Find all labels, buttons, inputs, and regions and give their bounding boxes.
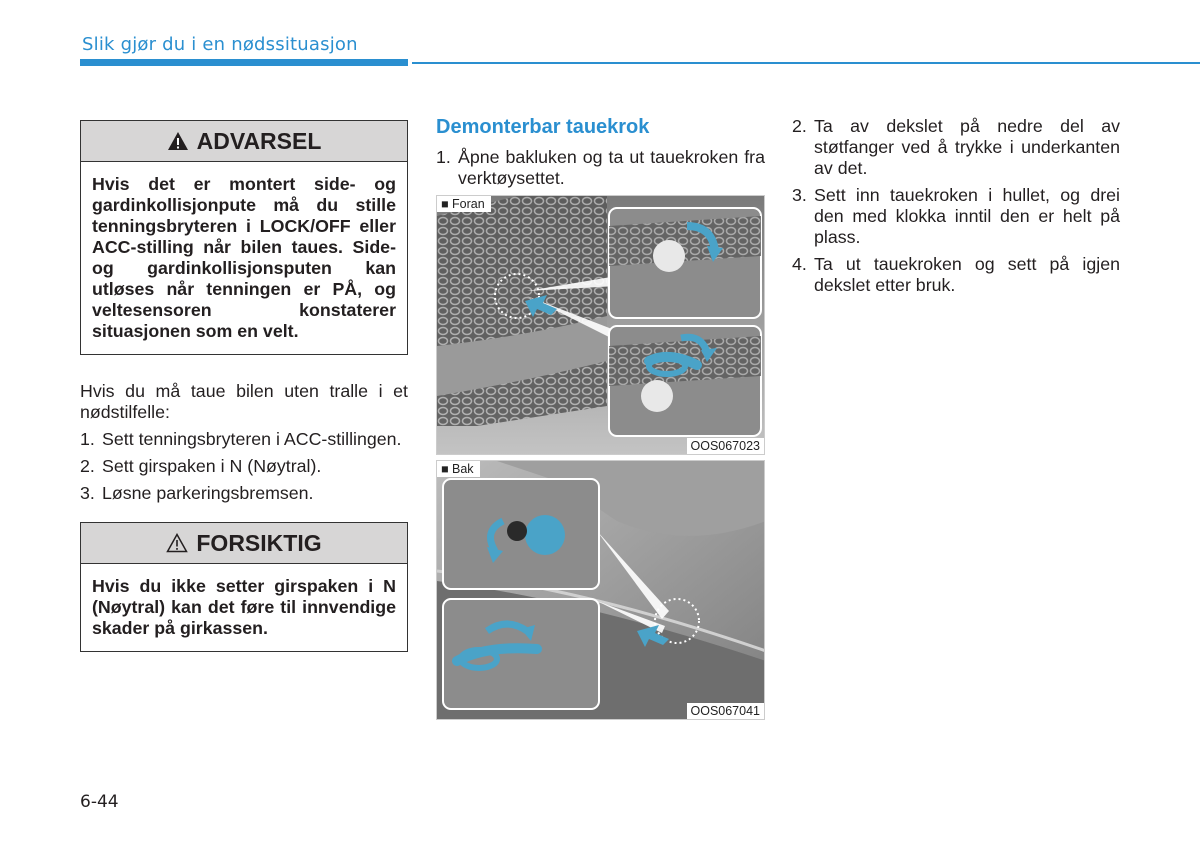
list-item: 4. Ta ut tauekroken og sett på igjen dekslet etter bruk. <box>792 254 1120 295</box>
warning-triangle-icon <box>167 131 189 151</box>
rear-bumper-illustration <box>437 461 765 720</box>
warning-box <box>80 120 408 355</box>
towing-steps <box>80 429 408 504</box>
warning-header <box>81 121 407 162</box>
caution-header <box>81 523 407 564</box>
list-item: 2. Ta av dekslet på nedre del av støtfanger ved å trykke i underkanten av det. <box>792 116 1120 178</box>
right-column <box>792 116 1120 302</box>
figure-label: ■ Bak <box>437 461 480 477</box>
list-item: 1. Åpne bakluken og ta ut tauekroken fra verktøysettet. <box>436 147 765 188</box>
section-title: Slik gjør du i en nødssituasjon <box>82 34 358 55</box>
subsection-title: Demonterbar tauekrok <box>436 116 650 138</box>
figure-label: ■ Foran <box>437 196 491 212</box>
header-bar-thin <box>412 62 1200 64</box>
figure-rear <box>436 460 765 720</box>
caution-title: FORSIKTIG <box>196 529 322 556</box>
list-item: 1. Sett tenningsbryteren i ACC-stillingen. <box>80 429 402 449</box>
figure-front <box>436 195 765 455</box>
page-number: 6-44 <box>80 792 119 812</box>
header-bar-thick <box>80 59 408 66</box>
figure-code: OOS067041 <box>687 703 765 719</box>
caution-body: Hvis du ikke setter girspaken i N (Nøytral) kan det føre til innvendige skader på girkassen. <box>92 576 396 638</box>
figure-code: OOS067023 <box>687 438 765 454</box>
hook-steps <box>436 147 765 189</box>
front-bumper-illustration <box>437 196 765 455</box>
list-item: 3. Sett inn tauekroken i hullet, og drei den med klokka inntil den er helt på plass. <box>792 185 1120 247</box>
warning-title: ADVARSEL <box>196 127 322 154</box>
hook-steps-continued <box>792 116 1120 296</box>
caution-triangle-icon <box>166 533 188 553</box>
list-item: 3. Løsne parkeringsbremsen. <box>80 483 314 503</box>
towing-intro: Hvis du må taue bilen uten tralle i et nødstilfelle: <box>80 381 408 422</box>
left-column <box>80 120 408 652</box>
list-item: 2. Sett girspaken i N (Nøytral). <box>80 456 322 476</box>
middle-column <box>436 116 765 720</box>
warning-body: Hvis det er montert side- og gardinkollisjonpute må du stille tenningsbryteren i LOCK/OFF eller ACC-stilling når bilen taues. Side- og gardinkollisjonsputen kan utløses når tenningen er PÅ, og veltesensoren konstaterer situasjonen som en velt. <box>92 174 396 341</box>
caution-box <box>80 522 408 652</box>
